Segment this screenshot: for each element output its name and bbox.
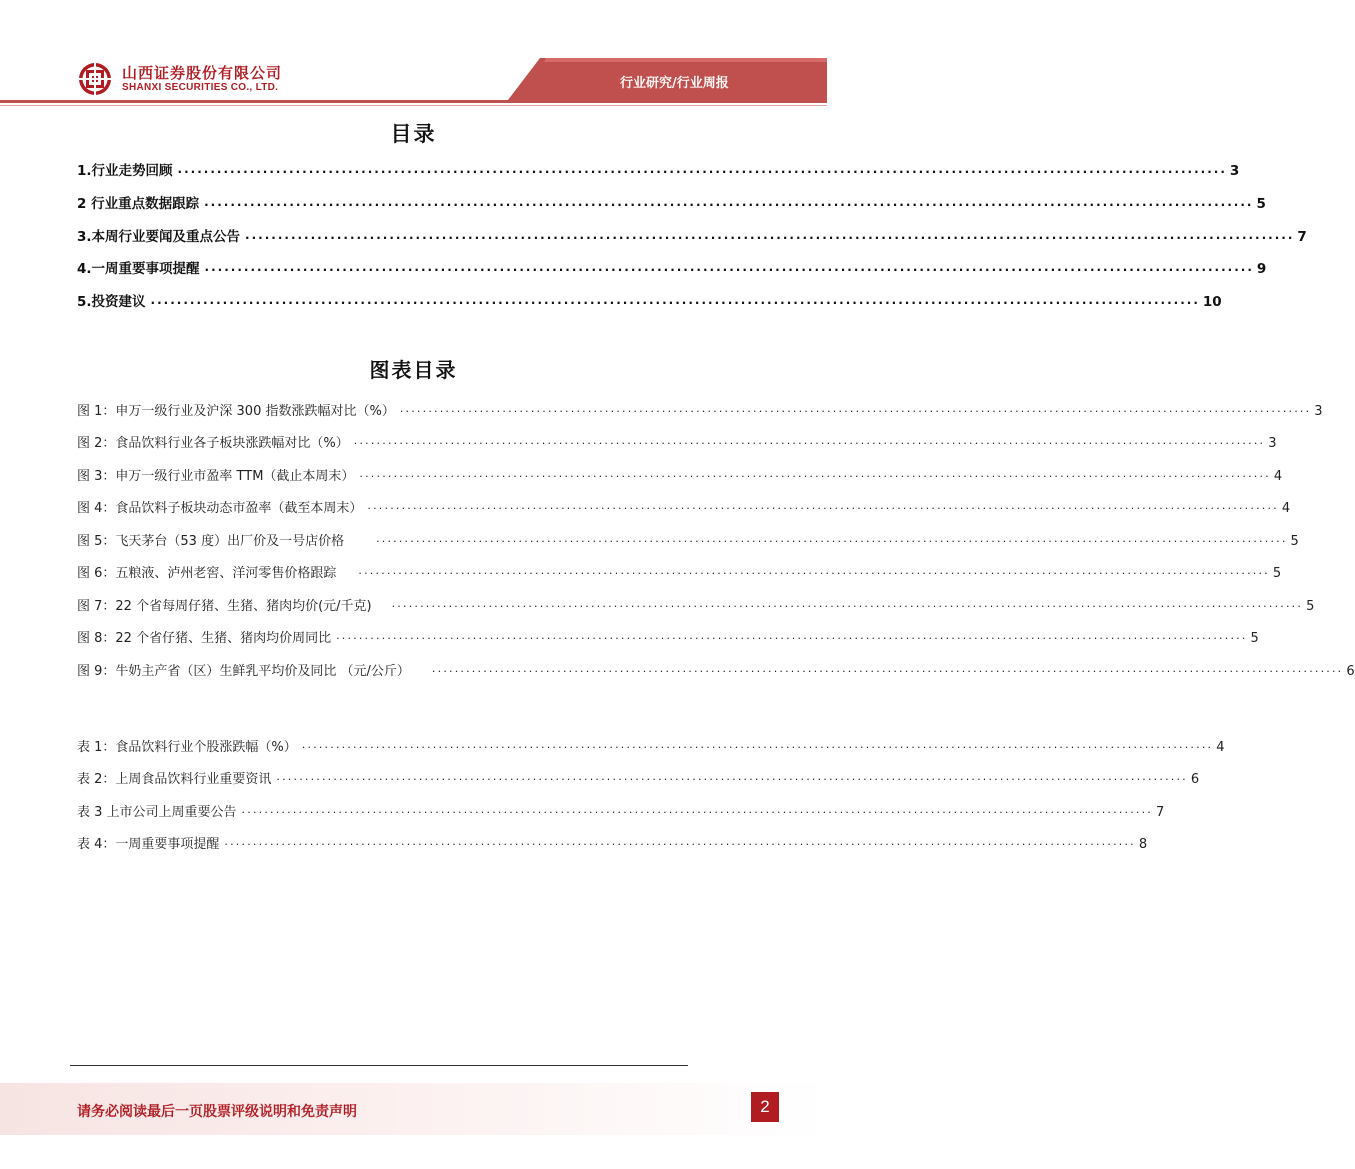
company-name-en: SHANXI SECURITIES CO., LTD. — [122, 82, 279, 93]
table-entry[interactable] — [77, 765, 1200, 787]
leader-dots: ................................................................................................................................................................ — [399, 402, 1312, 415]
toc-entry-label: 4.一周重要事项提醒 — [77, 261, 200, 277]
leader-dots: ................................................................................................................................................................ — [204, 195, 1254, 209]
figure-entry-label: 图 5：飞天茅台（53 度）出厂价及一号店价格 — [77, 534, 345, 549]
table-entry-label: 表 4：一周重要事项提醒 — [77, 837, 220, 852]
figure-entry-label: 图 1：申万一级行业及沪深 300 指数涨跌幅对比（%） — [77, 404, 395, 419]
toc-entry-page: 7 — [1297, 229, 1307, 245]
toc-entry[interactable] — [77, 255, 1267, 277]
leader-dots: ................................................................................................................................................................ — [224, 835, 1136, 848]
table-entry-label: 表 2：上周食品饮料行业重要资讯 — [77, 772, 272, 787]
leader-dots: ................................................................................................................................................................ — [336, 629, 1248, 642]
table-entry-page: 7 — [1156, 805, 1165, 820]
toc-entry-label: 3.本周行业要闻及重点公告 — [77, 229, 241, 245]
table-entry-page: 6 — [1190, 772, 1200, 787]
figure-entry[interactable] — [77, 657, 1355, 679]
leader-dots: ................................................................................................................................................................ — [391, 597, 1304, 610]
header-band — [0, 0, 827, 110]
leader-dots: ................................................................................................................................................................ — [301, 738, 1214, 751]
toc-entry-page: 5 — [1256, 196, 1266, 212]
page-header — [0, 0, 827, 110]
page-number: 2 — [751, 1092, 779, 1122]
table-entry[interactable] — [77, 733, 1225, 755]
toc-entry-page: 9 — [1256, 261, 1267, 277]
toc-title: 目录 — [390, 122, 437, 146]
leader-dots: ................................................................................................................................................................ — [353, 434, 1266, 447]
figure-entry-page: 3 — [1314, 404, 1323, 419]
figure-entry-page: 5 — [1290, 534, 1299, 549]
toc-entry-label: 2 行业重点数据跟踪 — [77, 196, 200, 212]
leader-dots: ................................................................................................................................................................ — [359, 467, 1271, 480]
company-name-cn: 山西证券股份有限公司 — [122, 64, 283, 82]
leader-dots: ................................................................................................................................................................ — [376, 532, 1288, 545]
table-entry-label: 表 3 上市公司上周重要公告 — [77, 805, 237, 820]
figure-entry-label: 图 8：22 个省仔猪、生猪、猪肉均价周同比 — [77, 631, 332, 646]
figure-entry-page: 5 — [1250, 631, 1259, 646]
figure-entry[interactable] — [77, 429, 1277, 451]
table-entry-page: 4 — [1216, 740, 1225, 755]
figure-entry[interactable] — [77, 624, 1259, 646]
figure-entry[interactable] — [77, 462, 1283, 484]
figure-entry-page: 5 — [1272, 566, 1282, 581]
toc-entry[interactable] — [77, 190, 1266, 212]
leader-dots: ................................................................................................................................................................ — [358, 564, 1270, 577]
figure-entry-label: 图 4：食品饮料子板块动态市盈率（截至本周末） — [77, 501, 363, 516]
leader-dots: ................................................................................................................................................................ — [431, 662, 1344, 675]
toc-entry[interactable] — [77, 223, 1307, 245]
leader-dots: ................................................................................................................................................................ — [276, 770, 1188, 783]
report-type: 行业研究/行业周报 — [620, 76, 729, 91]
table-entry-label: 表 1：食品饮料行业个股涨跌幅（%） — [77, 740, 297, 755]
leader-dots: ................................................................................................................................................................ — [177, 162, 1227, 176]
toc-entry-label: 5.投资建议 — [77, 294, 146, 310]
leader-dots: ................................................................................................................................................................ — [245, 228, 1295, 242]
figure-entry-page: 4 — [1273, 469, 1283, 484]
leader-dots: ................................................................................................................................................................ — [150, 293, 1200, 307]
table-entry-page: 8 — [1138, 837, 1148, 852]
figure-entry-page: 6 — [1346, 664, 1355, 679]
figure-entry[interactable] — [77, 527, 1299, 549]
company-logo-icon — [78, 62, 112, 96]
figure-entry-page: 3 — [1268, 436, 1277, 451]
figure-entry[interactable] — [77, 592, 1315, 614]
figure-entry-label: 图 7：22 个省每周仔猪、生猪、猪肉均价(元/千克) — [77, 599, 372, 614]
leader-dots: ................................................................................................................................................................ — [204, 260, 1254, 274]
figure-list-title: 图表目录 — [369, 358, 458, 382]
figure-entry-label: 图 2：食品饮料行业各子板块涨跌幅对比（%） — [77, 436, 349, 451]
figure-entry[interactable] — [77, 494, 1291, 516]
figure-entry[interactable] — [77, 559, 1282, 581]
toc-entry-label: 1.行业走势回顾 — [77, 163, 173, 179]
figure-entry-label: 图 6：五粮液、泸州老窖、洋河零售价格跟踪 — [77, 566, 337, 581]
toc-entry-page: 10 — [1202, 294, 1222, 310]
figure-entry-page: 4 — [1281, 501, 1291, 516]
leader-dots: ................................................................................................................................................................ — [367, 499, 1279, 512]
figure-entry-label: 图 9：牛奶主产省（区）生鲜乳平均价及同比 （元/公斤） — [77, 664, 410, 679]
table-entry[interactable] — [77, 798, 1165, 820]
figure-entry[interactable] — [77, 397, 1323, 419]
toc-entry[interactable] — [77, 288, 1222, 310]
table-entry[interactable] — [77, 830, 1148, 852]
toc-entry-page: 3 — [1229, 163, 1240, 179]
figure-entry-label: 图 3：申万一级行业市盈率 TTM（截止本周末） — [77, 469, 355, 484]
leader-dots: ................................................................................................................................................................ — [241, 803, 1153, 816]
toc-entry[interactable] — [77, 157, 1240, 179]
footer-divider — [70, 1065, 688, 1066]
figure-entry-page: 5 — [1306, 599, 1315, 614]
footer-disclaimer: 请务必阅读最后一页股票评级说明和免责声明 — [77, 1104, 357, 1120]
